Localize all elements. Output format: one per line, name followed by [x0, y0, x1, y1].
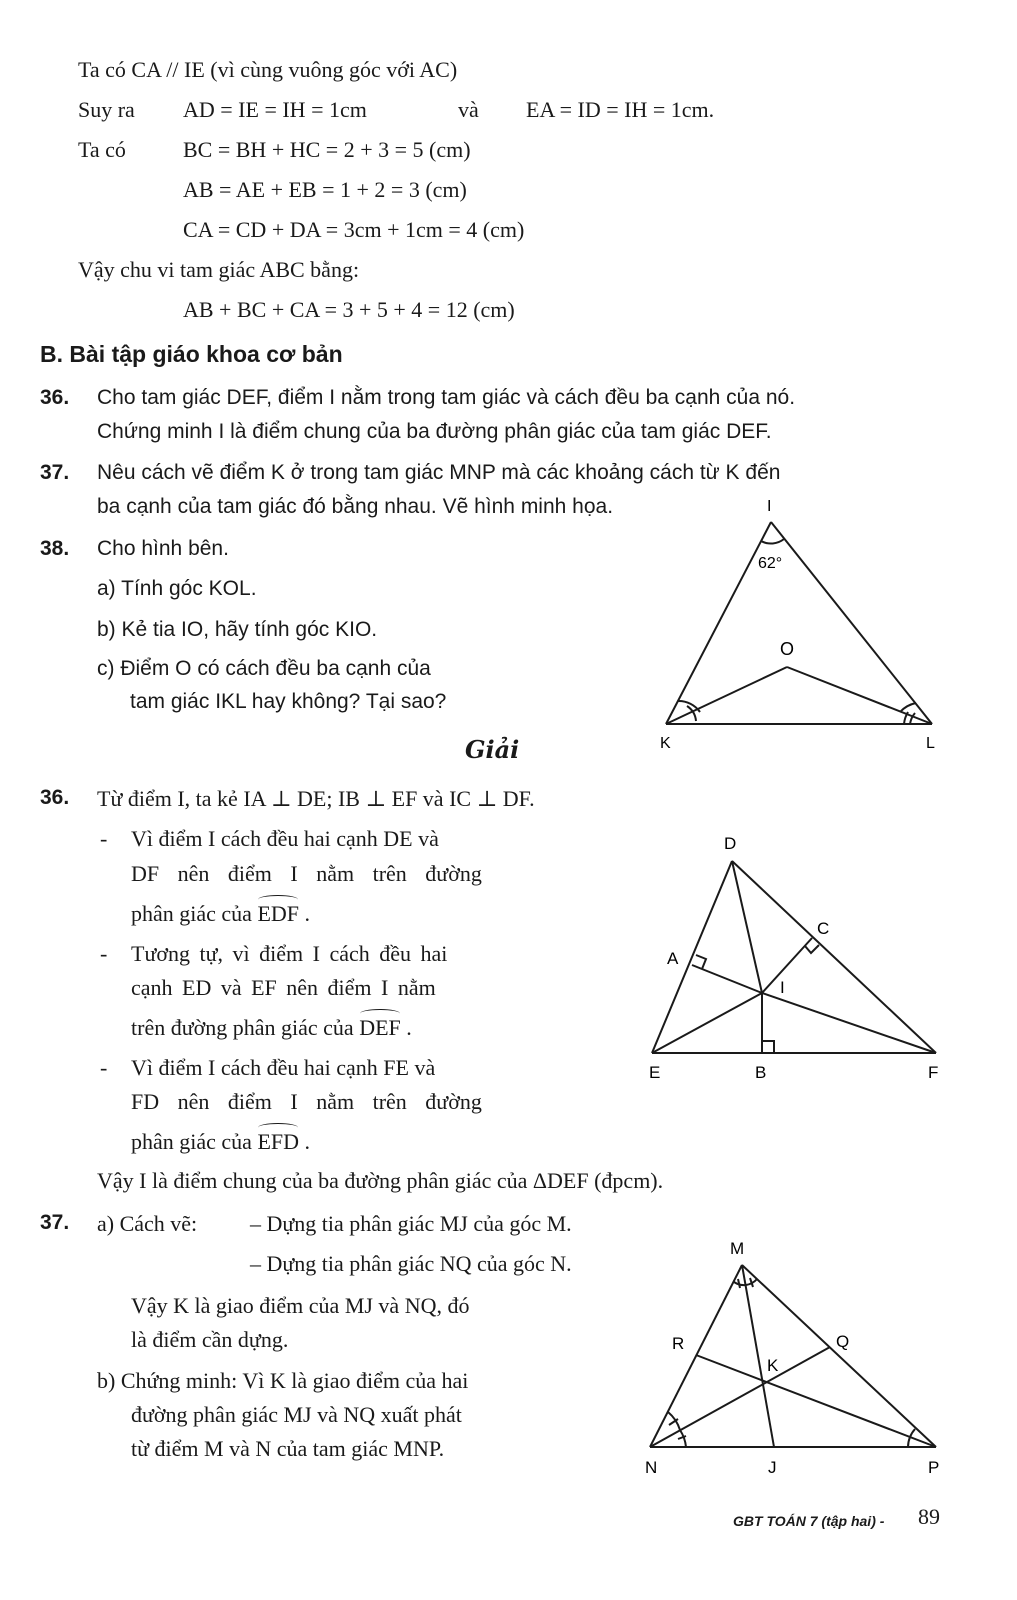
- fig38-label-i: I: [767, 498, 772, 515]
- figure-38-triangle-ikl: [640, 492, 960, 762]
- solution-36-bullet-3-line-3: phân giác của EFD .: [131, 1129, 310, 1154]
- fig37-label-m: M: [730, 1239, 745, 1258]
- solution-37-a-conclusion-2: là điểm cần dựng.: [131, 1327, 289, 1352]
- footer-book-title: GBT TOÁN 7 (tập hai) -: [733, 1513, 885, 1529]
- fig36-bisector-d: [732, 861, 762, 993]
- fig38-angle-mark-l1: [900, 703, 916, 712]
- fig38-side-il: [771, 522, 932, 724]
- fig36-label-i: I: [780, 978, 785, 997]
- fig38-label-l: L: [926, 735, 935, 752]
- angle-edf: EDF: [257, 901, 299, 926]
- exercise-38-number: 38.: [40, 537, 70, 560]
- fig38-label-angle: 62°: [758, 555, 783, 572]
- exercise-38-part-c-2: tam giác IKL hay không? Tại sao?: [130, 690, 447, 713]
- fig36-label-c: C: [817, 919, 830, 938]
- intro-line-2-label: Suy ra: [78, 97, 135, 122]
- fig36-bisector-f: [762, 993, 936, 1053]
- intro-line-5: CA = CD + DA = 3cm + 1cm = 4 (cm): [183, 217, 525, 242]
- fig38-segment-ko: [666, 667, 787, 724]
- solution-36-bullet-1-line-1: Vì điểm I cách đều hai cạnh DE và: [131, 826, 439, 851]
- solution-36-bullet-1-dash: -: [100, 826, 108, 851]
- figure-36-triangle-def: [640, 825, 960, 1090]
- fig36-right-angle-b: [762, 1041, 774, 1053]
- intro-line-2-eq2: EA = ID = IH = 1cm.: [526, 97, 715, 122]
- solution-37-a-step-1: – Dựng tia phân giác MJ của góc M.: [250, 1211, 572, 1236]
- exercise-38-part-a: a) Tính góc KOL.: [97, 577, 257, 600]
- solution-36-bullet-2-line-2: cạnh ED và EF nên điểm I nằm: [131, 975, 436, 1000]
- fig37-label-q: Q: [836, 1332, 850, 1351]
- solution-36-line-1: Từ điểm I, ta kẻ IA ⊥ DE; IB ⊥ EF và IC ⊥ DF.: [97, 786, 535, 811]
- fig36-side-de: [652, 861, 732, 1053]
- solution-37-number: 37.: [40, 1211, 70, 1234]
- exercise-37-line-1: Nêu cách vẽ điểm K ở trong tam giác MNP mà các khoảng cách từ K đến: [97, 461, 781, 484]
- fig36-perp-ic: [762, 938, 812, 993]
- fig36-label-a: A: [667, 949, 679, 968]
- solution-36-bullet-2-dash: -: [100, 941, 108, 966]
- solution-36-bullet-3-dash: -: [100, 1055, 108, 1080]
- intro-line-3-eq: BC = BH + HC = 2 + 3 = 5 (cm): [183, 137, 471, 162]
- solution-37-b-line-3: từ điểm M và N của tam giác MNP.: [131, 1436, 445, 1461]
- fig36-bisector-e: [652, 993, 762, 1053]
- fig36-label-e: E: [649, 1063, 661, 1082]
- solution-37-b-line-2: đường phân giác MJ và NQ xuất phát: [131, 1402, 462, 1427]
- section-b-title: B. Bài tập giáo khoa cơ bản: [40, 341, 343, 367]
- fig38-label-k: K: [660, 735, 671, 752]
- solution-36-number: 36.: [40, 786, 70, 809]
- fig36-right-angle-c: [805, 945, 819, 953]
- fig37-label-j: J: [768, 1458, 777, 1477]
- exercise-37-number: 37.: [40, 461, 70, 484]
- solution-36-bullet-2-line-1: Tương tự, vì điểm I cách đều hai: [131, 941, 448, 966]
- solution-heading: Giải: [465, 735, 520, 764]
- exercise-37-line-2: ba cạnh của tam giác đó bằng nhau. Vẽ hình minh họa.: [97, 495, 614, 518]
- fig37-label-n: N: [645, 1458, 658, 1477]
- angle-efd: EFD: [257, 1129, 299, 1154]
- solution-37-a-step-2: – Dựng tia phân giác NQ của góc N.: [250, 1251, 572, 1276]
- exercise-36-line-1: Cho tam giác DEF, điểm I nằm trong tam giác và cách đều ba cạnh của nó.: [97, 386, 796, 409]
- fig36-label-b: B: [755, 1063, 767, 1082]
- fig37-label-r: R: [672, 1334, 685, 1353]
- fig38-label-o: O: [780, 639, 795, 659]
- exercise-38-part-c-1: c) Điểm O có cách đều ba cạnh của: [97, 657, 431, 680]
- fig38-side-ik: [666, 522, 771, 724]
- solution-37-b-line-1: b) Chứng minh: Vì K là giao điểm của hai: [97, 1368, 469, 1393]
- intro-line-2-and: và: [458, 97, 479, 122]
- fig36-label-d: D: [724, 834, 737, 853]
- intro-line-2-eq1: AD = IE = IH = 1cm: [183, 97, 367, 122]
- fig37-label-k: K: [767, 1356, 779, 1375]
- figure-37-triangle-mnp: [640, 1235, 960, 1485]
- solution-36-conclusion: Vậy I là điểm chung của ba đường phân giác của ΔDEF (đpcm).: [97, 1168, 664, 1193]
- angle-def: DEF: [359, 1015, 401, 1040]
- fig36-perp-ia: [692, 965, 762, 993]
- fig37-tick-m2: [750, 1278, 753, 1287]
- solution-36-bullet-3-line-2: FD nên điểm I nằm trên đường: [131, 1089, 482, 1114]
- solution-37-a-conclusion-1: Vậy K là giao điểm của MJ và NQ, đó: [131, 1293, 470, 1318]
- exercise-36-line-2: Chứng minh I là điểm chung của ba đường phân giác của tam giác DEF.: [97, 420, 772, 443]
- fig36-label-f: F: [928, 1063, 939, 1082]
- intro-line-1: Ta có CA // IE (vì cùng vuông góc với AC): [78, 57, 458, 82]
- intro-line-7: AB + BC + CA = 3 + 5 + 4 = 12 (cm): [183, 297, 515, 322]
- solution-37-a-label: a) Cách vẽ:: [97, 1211, 198, 1236]
- solution-36-bullet-1-line-3: phân giác của EDF .: [131, 901, 310, 926]
- page-number: 89: [918, 1504, 940, 1529]
- fig37-tick-m1: [738, 1279, 740, 1288]
- solution-36-bullet-1-line-2: DF nên điểm I nằm trên đường: [131, 861, 482, 886]
- intro-line-4: AB = AE + EB = 1 + 2 = 3 (cm): [183, 177, 467, 202]
- exercise-38-part-b: b) Kẻ tia IO, hãy tính góc KIO.: [97, 618, 378, 641]
- intro-line-3-label: Ta có: [78, 137, 126, 162]
- intro-line-6: Vậy chu vi tam giác ABC bằng:: [78, 257, 360, 282]
- fig38-angle-mark-i: [761, 539, 784, 544]
- solution-36-bullet-3-line-1: Vì điểm I cách đều hai cạnh FE và: [131, 1055, 436, 1080]
- exercise-36-number: 36.: [40, 386, 70, 409]
- solution-36-bullet-2-line-3: trên đường phân giác của DEF .: [131, 1015, 412, 1040]
- fig37-label-p: P: [928, 1458, 940, 1477]
- exercise-38-line-1: Cho hình bên.: [97, 537, 229, 560]
